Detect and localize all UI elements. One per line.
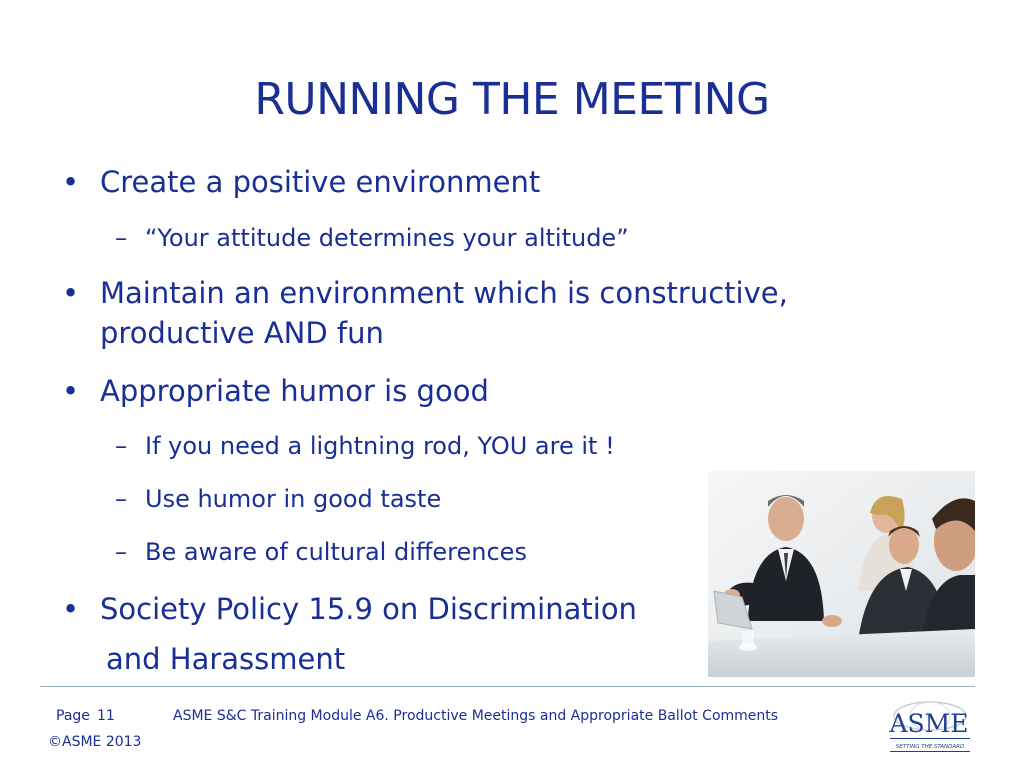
page-label: Page	[56, 708, 90, 724]
bullet-item: Maintain an environment which is constructive,	[100, 276, 788, 310]
footer-divider	[40, 686, 975, 687]
sub-bullet-marker: –	[115, 538, 127, 566]
sub-bullet-marker: –	[115, 432, 127, 460]
asme-logo-mark	[882, 698, 977, 756]
bullet-marker: •	[62, 276, 80, 310]
sub-bullet-item: If you need a lightning rod, YOU are it !	[145, 432, 615, 460]
copyright: ©ASME 2013	[48, 734, 142, 750]
slide-title: RUNNING THE MEETING	[254, 74, 770, 125]
bullet-marker: •	[62, 165, 80, 199]
sub-bullet-marker: –	[115, 224, 127, 252]
module-title: ASME S&C Training Module A6. Productive Meetings and Appropriate Ballot Comments	[173, 708, 779, 724]
sub-bullet-item: “Your attitude determines your altitude”	[145, 224, 629, 252]
asme-logo	[882, 698, 977, 756]
page-number: 11	[97, 708, 115, 724]
bullet-marker: •	[62, 592, 80, 626]
sub-bullet-item: Use humor in good taste	[145, 485, 442, 513]
bullet-item: Society Policy 15.9 on Discrimination	[100, 592, 637, 626]
bullet-item-continuation: productive AND fun	[100, 316, 384, 350]
sub-bullet-marker: –	[115, 485, 127, 513]
bullet-marker: •	[62, 374, 80, 408]
bullet-item: Appropriate humor is good	[100, 374, 489, 408]
bullet-item: Create a positive environment	[100, 165, 541, 199]
svg-text:ASME: ASME	[889, 709, 969, 738]
bullet-item-continuation: and Harassment	[106, 642, 346, 676]
sub-bullet-item: Be aware of cultural differences	[145, 538, 527, 566]
meeting-photo	[708, 471, 975, 677]
meeting-photo-illustration	[708, 471, 975, 677]
svg-text:SETTING THE STANDARD: SETTING THE STANDARD	[895, 744, 965, 750]
